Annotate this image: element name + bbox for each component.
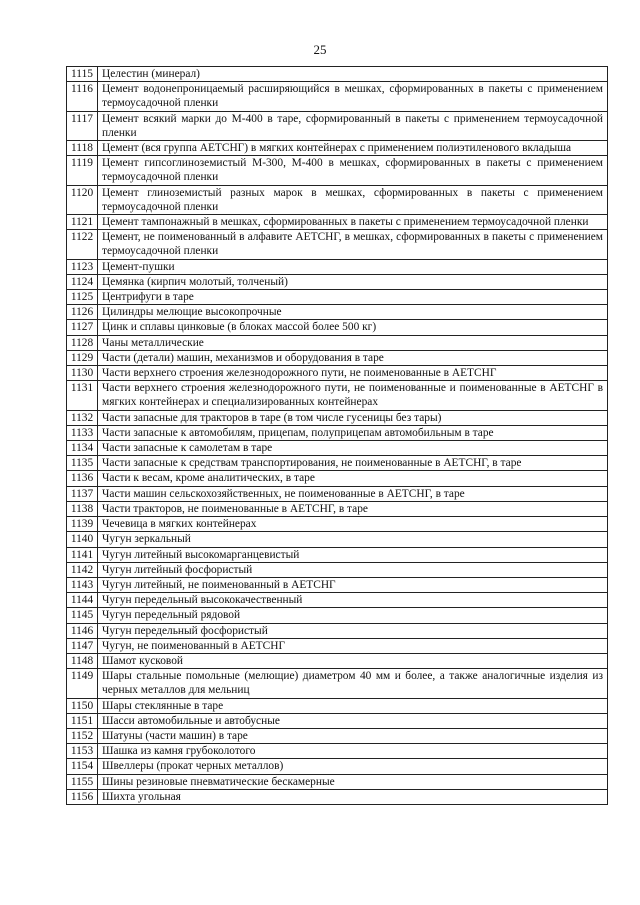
cargo-name: Части запасные к самолетам в таре	[98, 441, 608, 456]
row-number: 1140	[67, 532, 98, 547]
table-row	[67, 789, 608, 804]
cargo-name: Чугун передельный высококачественный	[98, 593, 608, 608]
row-number: 1148	[67, 653, 98, 668]
page-number: 25	[313, 42, 327, 57]
cargo-name: Швеллеры (прокат черных металлов)	[98, 759, 608, 774]
row-number: 1133	[67, 425, 98, 440]
row-number: 1155	[67, 774, 98, 789]
cargo-table-body	[67, 67, 608, 805]
cargo-name: Целестин (минерал)	[98, 67, 608, 82]
cargo-name: Части верхнего строения железнодорожного пути, не поименованные в АЕТСНГ	[98, 366, 608, 381]
row-number: 1126	[67, 305, 98, 320]
row-number: 1122	[67, 230, 98, 259]
cargo-name: Цемент (вся группа АЕТСНГ) в мягких контейнерах с применением полиэтиленового вкладыша	[98, 141, 608, 156]
table-row	[67, 759, 608, 774]
table-row	[67, 215, 608, 230]
cargo-name: Центрифуги в таре	[98, 290, 608, 305]
cargo-name: Шамот кусковой	[98, 653, 608, 668]
cargo-name: Цемент гипсоглиноземистый М-300, М-400 в мешках, сформированных в пакеты с применением термоусадочной пленки	[98, 156, 608, 185]
cargo-table	[66, 66, 608, 805]
table-row	[67, 141, 608, 156]
table-row	[67, 774, 608, 789]
cargo-name: Цемент водонепроницаемый расширяющийся в мешках, сформированных в пакеты с применением термоусадочной пленки	[98, 82, 608, 111]
table-row	[67, 532, 608, 547]
table-row	[67, 669, 608, 698]
table-row	[67, 305, 608, 320]
table-row	[67, 501, 608, 516]
table-row	[67, 713, 608, 728]
row-number: 1121	[67, 215, 98, 230]
row-number: 1131	[67, 381, 98, 410]
row-number: 1130	[67, 366, 98, 381]
cargo-name: Цинк и сплавы цинковые (в блоках массой более 500 кг)	[98, 320, 608, 335]
table-row	[67, 290, 608, 305]
cargo-name: Части тракторов, не поименованные в АЕТСНГ, в таре	[98, 501, 608, 516]
table-row	[67, 562, 608, 577]
cargo-name: Чугун передельный фосфористый	[98, 623, 608, 638]
cargo-name: Части машин сельскохозяйственных, не поименованные в АЕТСНГ, в таре	[98, 486, 608, 501]
cargo-name: Шасси автомобильные и автобусные	[98, 713, 608, 728]
row-number: 1142	[67, 562, 98, 577]
row-number: 1117	[67, 111, 98, 140]
table-row	[67, 381, 608, 410]
row-number: 1147	[67, 638, 98, 653]
table-row	[67, 653, 608, 668]
row-number: 1138	[67, 501, 98, 516]
cargo-name: Части запасные к средствам транспортирования, не поименованные в АЕТСНГ, в таре	[98, 456, 608, 471]
table-row	[67, 259, 608, 274]
row-number: 1146	[67, 623, 98, 638]
cargo-name: Цемент глиноземистый разных марок в мешках, сформированных в пакеты с применением термоусадочной пленки	[98, 185, 608, 214]
table-row	[67, 623, 608, 638]
row-number: 1143	[67, 577, 98, 592]
cargo-name: Чаны металлические	[98, 335, 608, 350]
row-number: 1137	[67, 486, 98, 501]
cargo-name: Чугун литейный фосфористый	[98, 562, 608, 577]
row-number: 1141	[67, 547, 98, 562]
cargo-name: Части запасные для тракторов в таре (в том числе гусеницы без тары)	[98, 410, 608, 425]
table-row	[67, 350, 608, 365]
cargo-name: Части запасные к автомобилям, прицепам, полуприцепам автомобильным в таре	[98, 425, 608, 440]
table-row	[67, 608, 608, 623]
table-row	[67, 547, 608, 562]
cargo-name: Чугун зеркальный	[98, 532, 608, 547]
row-number: 1135	[67, 456, 98, 471]
table-row	[67, 638, 608, 653]
table-row	[67, 471, 608, 486]
table-row	[67, 728, 608, 743]
table-row	[67, 441, 608, 456]
row-number: 1153	[67, 744, 98, 759]
cargo-name: Части (детали) машин, механизмов и оборудования в таре	[98, 350, 608, 365]
cargo-name: Шихта угольная	[98, 789, 608, 804]
row-number: 1144	[67, 593, 98, 608]
cargo-name: Чечевица в мягких контейнерах	[98, 517, 608, 532]
cargo-name: Части верхнего строения железнодорожного пути, не поименованные и поименованные в АЕТСНГ в мягких контейнерах и специализированных контейнерах	[98, 381, 608, 410]
table-row	[67, 320, 608, 335]
row-number: 1132	[67, 410, 98, 425]
cargo-name: Чугун, не поименованный в АЕТСНГ	[98, 638, 608, 653]
row-number: 1128	[67, 335, 98, 350]
row-number: 1136	[67, 471, 98, 486]
row-number: 1156	[67, 789, 98, 804]
row-number: 1154	[67, 759, 98, 774]
row-number: 1149	[67, 669, 98, 698]
row-number: 1118	[67, 141, 98, 156]
table-row	[67, 486, 608, 501]
table-row	[67, 335, 608, 350]
row-number: 1151	[67, 713, 98, 728]
cargo-name: Шашка из камня грубоколотого	[98, 744, 608, 759]
table-row	[67, 744, 608, 759]
table-row	[67, 698, 608, 713]
table-row	[67, 456, 608, 471]
cargo-name: Чугун литейный высокомарганцевистый	[98, 547, 608, 562]
cargo-name: Шары стальные помольные (мелющие) диаметром 40 мм и более, а также аналогичные изделия из черных металлов для мельниц	[98, 669, 608, 698]
table-row	[67, 230, 608, 259]
cargo-name: Цемент, не поименованный в алфавите АЕТСНГ, в мешках, сформированных в пакеты с применением термоусадочной пленки	[98, 230, 608, 259]
row-number: 1125	[67, 290, 98, 305]
row-number: 1127	[67, 320, 98, 335]
row-number: 1119	[67, 156, 98, 185]
row-number: 1134	[67, 441, 98, 456]
table-row	[67, 111, 608, 140]
cargo-name: Цилиндры мелющие высокопрочные	[98, 305, 608, 320]
cargo-name: Цемянка (кирпич молотый, толченый)	[98, 274, 608, 289]
table-row	[67, 425, 608, 440]
row-number: 1152	[67, 728, 98, 743]
cargo-name: Шары стеклянные в таре	[98, 698, 608, 713]
row-number: 1123	[67, 259, 98, 274]
row-number: 1116	[67, 82, 98, 111]
table-row	[67, 517, 608, 532]
table-row	[67, 185, 608, 214]
cargo-name: Цемент-пушки	[98, 259, 608, 274]
table-row	[67, 274, 608, 289]
row-number: 1150	[67, 698, 98, 713]
cargo-name: Части к весам, кроме аналитических, в таре	[98, 471, 608, 486]
cargo-name: Чугун литейный, не поименованный в АЕТСНГ	[98, 577, 608, 592]
table-row	[67, 366, 608, 381]
table-row	[67, 410, 608, 425]
cargo-name: Шатуны (части машин) в таре	[98, 728, 608, 743]
table-row	[67, 156, 608, 185]
row-number: 1120	[67, 185, 98, 214]
table-row	[67, 593, 608, 608]
table-row	[67, 82, 608, 111]
cargo-name: Чугун передельный рядовой	[98, 608, 608, 623]
table-row	[67, 67, 608, 82]
row-number: 1124	[67, 274, 98, 289]
cargo-name: Шины резиновые пневматические бескамерные	[98, 774, 608, 789]
row-number: 1145	[67, 608, 98, 623]
row-number: 1139	[67, 517, 98, 532]
row-number: 1129	[67, 350, 98, 365]
cargo-name: Цемент всякий марки до М-400 в таре, сформированный в пакеты с применением термоусадочной пленки	[98, 111, 608, 140]
row-number: 1115	[67, 67, 98, 82]
cargo-name: Цемент тампонажный в мешках, сформированных в пакеты с применением термоусадочной пленки	[98, 215, 608, 230]
table-row	[67, 577, 608, 592]
